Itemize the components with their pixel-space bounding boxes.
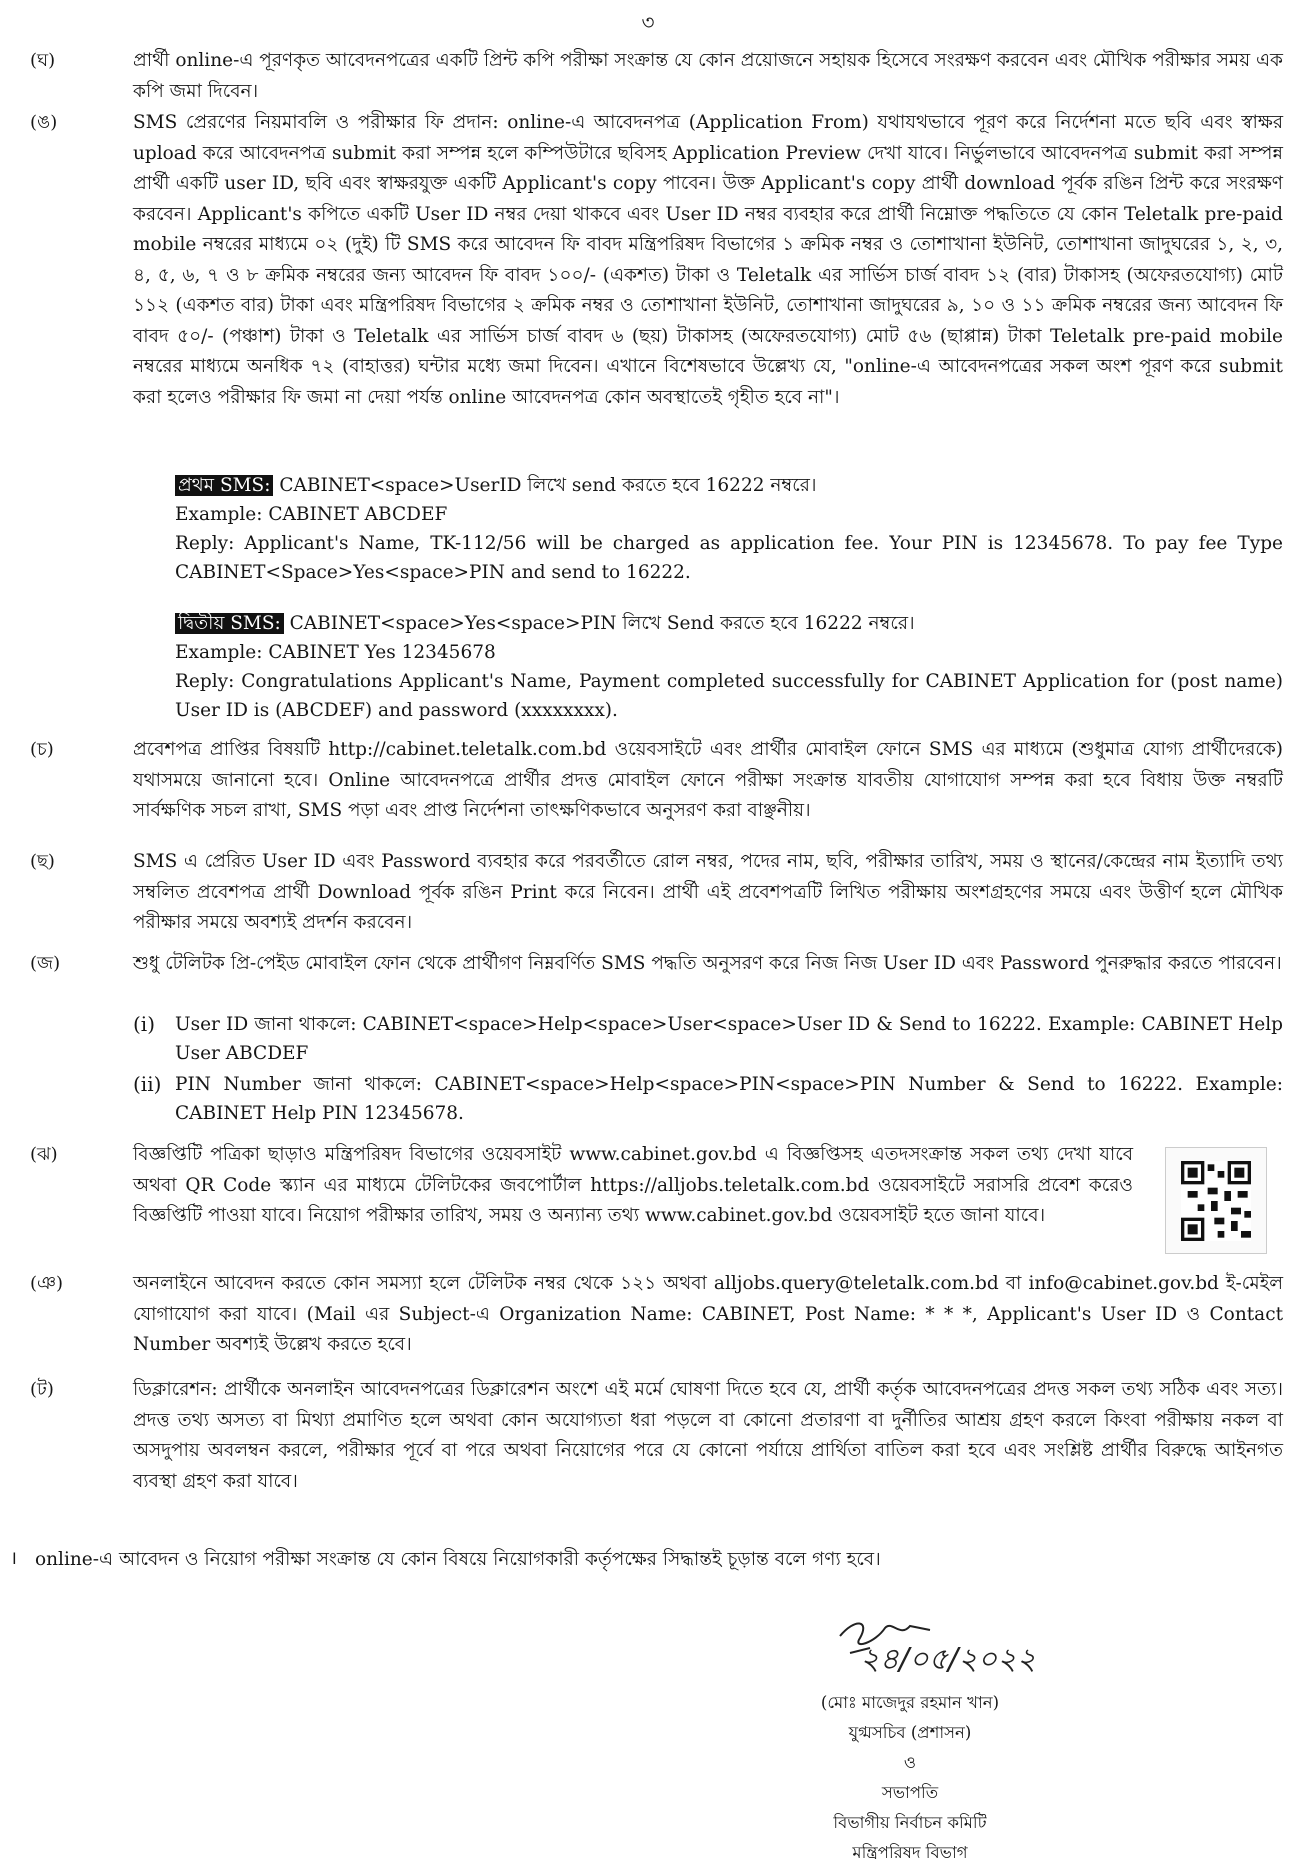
signatory-and: ও xyxy=(903,1753,917,1772)
second-sms-example: Example: CABINET Yes 12345678 xyxy=(175,642,496,663)
clause-text: SMS প্রেরণের নিয়মাবলি ও পরীক্ষার ফি প্রদান: online-এ আবেদনপত্র (Application From) যথাযথভাবে পূরণ করে নির্দেশনা মতে ছবি এবং স্বাক্ষর upload করে আবেদনপত্র submit করা সম্পন্ন হলে কম্পিউটারে ছবিসহ Application Preview দেখা যাবে। নির্ভুলভাবে আবেদনপত্র submit করা সম্পন্ন প্রার্থী একটি user ID, ছবি এবং স্বাক্ষরযুক্ত একটি Applicant's copy পাবেন। উক্ত Applicant's copy প্রার্থী download পূর্বক রঙিন প্রিন্ট করে সংরক্ষণ করবেন। Applicant's কপিতে একটি User ID নম্বর দেয়া থাকবে এবং User ID নম্বর ব্যবহার করে প্রার্থী নিম্নোক্ত পদ্ধতিতে যে কোন Teletalk pre-paid mobile নম্বরের মাধ্যমে ০২ (দুই) টি SMS করে আবেদন ফি বাবদ মন্ত্রিপরিষদ বিভাগের ১ ক্রমিক নম্বর ও তোশাখানা ইউনিট, তোশাখানা জাদুঘরের ১, ২, ৩, ৪, ৫, ৬, ৭ ও ৮ ক্রমিক নম্বরের জন্য আবেদন ফি বাবদ ১০০/- (একশত) টাকা ও Teletalk এর সার্ভিস চার্জ বাবদ ১২ (বার) টাকাসহ (অফেরতযোগ্য) মোট ১১২ (একশত বার) টাকা এবং মন্ত্রিপরিষদ বিভাগের ২ ক্রমিক নম্বর ও তোশাখানা ইউনিট, তোশাখানা জাদুঘরের ৯, ১০ ও ১১ ক্রমিক নম্বরের জন্য আবেদন ফি বাবদ ৫০/- (পঞ্চাশ) টাকা ও Teletalk এর সার্ভিস চার্জ বাবদ ৬ (ছয়) টাকাসহ (অফেরতযোগ্য) মোট ৫৬ (ছাপ্পান্ন) টাকা Teletalk pre-paid mobile নম্বরের মাধ্যমে অনধিক ৭২ (বাহাত্তর) ঘন্টার মধ্যে জমা দিবেন। এখানে বিশেষভাবে উল্লেখ্য যে, "online-এ আবেদনপত্রের সকল অংশ পূরণ করে submit করা হলেও পরীক্ষার ফি জমা না দেয়া পর্যন্ত online আবেদনপত্র কোন অবস্থাতেই গৃহীত হবে না"। xyxy=(133,112,1283,408)
clause-marker: (জ) xyxy=(30,953,61,974)
final-note-bullet: । xyxy=(10,1548,18,1569)
clause-marker: (ঙ) xyxy=(30,112,58,133)
signatory-role: সভাপতি xyxy=(881,1783,939,1802)
clause-text: বিজ্ঞপ্তিটি পত্রিকা ছাড়াও মন্ত্রিপরিষদ বিভাগের ওয়েবসাইট www.cabinet.gov.bd এ বিজ্ঞপ্তিসহ এতদসংক্রান্ত সকল তথ্য দেখা যাবে অথবা QR Code স্ক্যান এর মাধ্যমে টেলিটকের জবপোর্টাল https://alljobs.teletalk.com.bd ওয়েবসাইটে সরাসরি প্রবেশ করেও বিজ্ঞপ্তিটি পাওয়া যাবে। নিয়োগ পরীক্ষার তারিখ, সময় ও অন্যান্য তথ্য www.cabinet.gov.bd ওয়েবসাইট হতে জানা যাবে। xyxy=(133,1144,1133,1226)
qr-code[interactable] xyxy=(1165,1147,1267,1254)
sub-item-text: User ID জানা থাকলে: CABINET<space>Help<space>User<space>User ID & Send to 16222. Example: CABINET Help User ABCDEF xyxy=(175,1014,1283,1064)
clause-marker: (ছ) xyxy=(30,851,55,872)
clause-text: প্রার্থী online-এ পূরণকৃত আবেদনপত্রের একটি প্রিন্ট কপি পরীক্ষা সংক্রান্ত যে কোন প্রয়োজনে সহায়ক হিসেবে সংরক্ষণ করবেন এবং মৌখিক পরীক্ষার সময় এক কপি জমা দিবেন। xyxy=(133,50,1283,102)
sub-item-text: PIN Number জানা থাকলে: CABINET<space>Help<space>PIN<space>PIN Number & Send to 16222. Example: CABINET Help PIN 12345678. xyxy=(175,1074,1283,1124)
second-sms-command: CABINET<space>Yes<space>PIN লিখে Send করতে হবে 16222 নম্বরে। xyxy=(283,613,915,634)
first-sms-reply: Reply: Applicant's Name, TK-112/56 will be charged as application fee. Your PIN is 12345678. To pay fee Type CABINET<Space>Yes<space>PIN and send to 16222. xyxy=(175,533,1283,583)
page-number: ৩ xyxy=(641,10,655,34)
clause-marker: (ঝ) xyxy=(30,1144,58,1165)
clause-text: অনলাইনে আবেদন করতে কোন সমস্যা হলে টেলিটক নম্বর থেকে ১২১ অথবা alljobs.query@teletalk.com.bd বা info@cabinet.gov.bd ই-মেইল যোগাযোগ করা যাবে। (Mail এর Subject-এ Organization Name: CABINET, Post Name: * * *, Applicant's User ID ও Contact Number অবশ্যই উল্লেখ করতে হবে। xyxy=(133,1273,1283,1355)
signatory-title: যুগ্মসচিব (প্রশাসন) xyxy=(848,1723,972,1742)
signatory-name: (মোঃ মাজেদুর রহমান খান) xyxy=(820,1693,1000,1712)
clause-text: ডিক্লারেশন: প্রার্থীকে অনলাইন আবেদনপত্রের ডিক্লারেশন অংশে এই মর্মে ঘোষণা দিতে হবে যে, প্রার্থী কর্তৃক আবেদনপত্রের প্রদত্ত সকল তথ্য সঠিক এবং সত্য। প্রদত্ত তথ্য অসত্য বা মিথ্যা প্রমাণিত হলে অথবা কোন অযোগ্যতা ধরা পড়লে বা কোনো প্রতারণা বা দুর্নীতির আশ্রয় গ্রহণ করলে কিংবা পরীক্ষায় নকল বা অসদুপায় অবলম্বন করলে, পরীক্ষার পূর্বে বা পরে অথবা নিয়োগের পরে যে কোনো পর্যায়ে প্রার্থিতা বাতিল করা হবে এবং সংশ্লিষ্ট প্রার্থীর বিরুদ্ধে আইনগত ব্যবস্থা গ্রহণ করা যাবে। xyxy=(133,1379,1283,1492)
signatory-department: মন্ত্রিপরিষদ বিভাগ xyxy=(852,1843,968,1862)
sms-instructions xyxy=(175,471,1283,725)
second-sms-reply: Reply: Congratulations Applicant's Name, Payment completed successfully for CABINET Application for (post name) User ID is (ABCDEF) and password (xxxxxxxx). xyxy=(175,671,1283,721)
qr-code-icon xyxy=(1181,1161,1251,1241)
signature-date: ২৪/০৫/২০২২ xyxy=(860,1642,1037,1677)
clause-text: SMS এ প্রেরিত User ID এবং Password ব্যবহার করে পরবর্তীতে রোল নম্বর, পদের নাম, ছবি, পরীক্ষার তারিখ, সময় ও স্থানের/কেন্দ্রের নাম ইত্যাদি তথ্য সম্বলিত প্রবেশপত্র প্রার্থী Download পূর্বক রঙিন Print করে নিবেন। প্রার্থী এই প্রবেশপত্রটি লিখিত পরীক্ষায় অংশগ্রহণের সময়ে এবং উত্তীর্ণ হলে মৌখিক পরীক্ষার সময়ে অবশ্যই প্রদর্শন করবেন। xyxy=(133,851,1283,933)
first-sms-example: Example: CABINET ABCDEF xyxy=(175,504,448,525)
sub-item-marker: (i) xyxy=(133,1012,156,1036)
signatory-block xyxy=(720,1688,1100,1868)
first-sms-line xyxy=(175,471,1283,500)
clause-marker: (ঘ) xyxy=(30,50,56,71)
sub-item-marker: (ii) xyxy=(133,1072,162,1096)
clause-marker: (ঞ) xyxy=(30,1273,64,1294)
signatory-committee: বিভাগীয় নির্বাচন কমিটি xyxy=(833,1813,987,1832)
final-note-text: online-এ আবেদন ও নিয়োগ পরীক্ষা সংক্রান্ত যে কোন বিষয়ে নিয়োগকারী কর্তৃপক্ষের সিদ্ধান্তই চূড়ান্ত বলে গণ্য হবে। xyxy=(35,1549,881,1570)
clause-text: শুধু টেলিটক প্রি-পেইড মোবাইল ফোন থেকে প্রার্থীগণ নিম্নবর্ণিত SMS পদ্ধতি অনুসরণ করে নিজ নিজ User ID এবং Password পুনরুদ্ধার করতে পারবেন। xyxy=(133,953,1282,974)
first-sms-label: প্রথম SMS: xyxy=(175,475,273,496)
clause-marker: (ট) xyxy=(30,1379,54,1400)
second-sms-line xyxy=(175,609,1283,638)
clause-marker: (চ) xyxy=(30,739,54,760)
second-sms-label: দ্বিতীয় SMS: xyxy=(175,613,284,634)
first-sms-command: CABINET<space>UserID লিখে send করতে হবে 16222 নম্বরে। xyxy=(273,475,817,496)
clause-text: প্রবেশপত্র প্রাপ্তির বিষয়টি http://cabinet.teletalk.com.bd ওয়েবসাইটে এবং প্রার্থীর মোবাইল ফোনে SMS এর মাধ্যমে (শুধুমাত্র যোগ্য প্রার্থীদেরকে) যথাসময়ে জানানো হবে। Online আবেদনপত্রে প্রার্থীর প্রদত্ত মোবাইল ফোনে পরীক্ষা সংক্রান্ত যাবতীয় যোগাযোগ সম্পন্ন করা হবে বিধায় উক্ত নম্বরটি সার্বক্ষণিক সচল রাখা, SMS পড়া এবং প্রাপ্ত নির্দেশনা তাৎক্ষণিকভাবে অনুসরণ করা বাঞ্ছনীয়। xyxy=(133,739,1283,821)
